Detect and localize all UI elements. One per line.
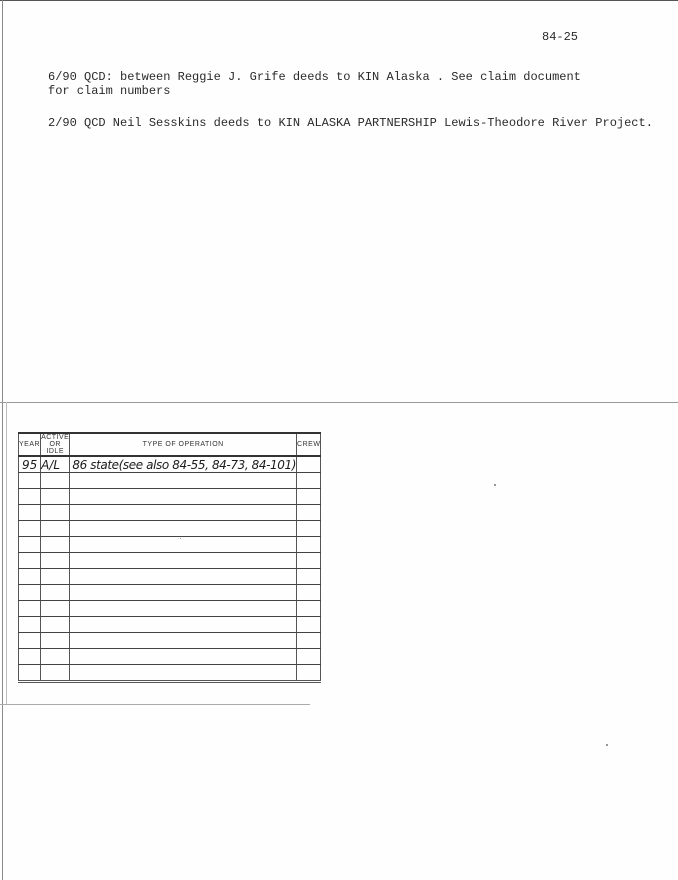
log-row-empty — [19, 585, 321, 601]
log-cell-year — [19, 473, 41, 489]
log-cell-active-or-idle — [41, 473, 70, 489]
log-cell-year — [19, 665, 41, 682]
log-cell-year — [19, 585, 41, 601]
log-cell-crew — [297, 569, 321, 585]
deed-note-1: 6/90 QCD: between Reggie J. Grife deeds to KIN Alaska . See claim document for claim numbers — [48, 70, 581, 98]
log-row-empty — [19, 521, 321, 537]
handwritten-operation: 86 state(see also 84-55, 84-73, 84-101) — [72, 457, 297, 472]
log-row-empty — [19, 617, 321, 633]
log-row-empty — [19, 601, 321, 617]
log-cell-crew — [297, 505, 321, 521]
card-top-edge — [0, 402, 678, 403]
log-cell-active-or-idle — [41, 489, 70, 505]
log-row-empty — [19, 665, 321, 682]
log-cell-year — [19, 569, 41, 585]
log-cell-crew — [297, 665, 321, 682]
deed-note-2: 2/90 QCD Neil Sesskins deeds to KIN ALASKA PARTNERSHIP Lewis-Theodore River Project. — [48, 116, 653, 130]
scan-speck — [494, 484, 496, 486]
log-row-empty — [19, 569, 321, 585]
log-cell-type — [70, 489, 297, 505]
log-cell-type — [70, 521, 297, 537]
handwritten-status: A/L — [41, 457, 60, 472]
log-cell-year — [19, 456, 41, 473]
log-cell-type — [70, 569, 297, 585]
log-cell-crew — [297, 537, 321, 553]
log-cell-year — [19, 601, 41, 617]
log-row-empty — [19, 553, 321, 569]
log-cell-year — [19, 521, 41, 537]
log-cell-active-or-idle — [41, 633, 70, 649]
log-cell-type — [70, 505, 297, 521]
log-cell-crew — [297, 649, 321, 665]
log-cell-type — [70, 553, 297, 569]
log-row-empty — [19, 505, 321, 521]
log-cell-active-or-idle — [41, 601, 70, 617]
log-cell-crew — [297, 456, 321, 473]
log-cell-year — [19, 505, 41, 521]
log-cell-type — [70, 649, 297, 665]
header-year: YEAR — [19, 433, 41, 456]
log-cell-active-or-idle — [41, 617, 70, 633]
log-row-empty — [19, 537, 321, 553]
log-cell-year — [19, 537, 41, 553]
log-cell-year — [19, 649, 41, 665]
log-cell-type — [70, 665, 297, 682]
operations-log-table — [18, 432, 321, 683]
log-cell-type — [70, 601, 297, 617]
log-cell-type — [70, 537, 297, 553]
log-row-empty — [19, 633, 321, 649]
log-body — [19, 456, 321, 682]
scan-speck — [180, 538, 181, 539]
log-cell-crew — [297, 633, 321, 649]
log-cell-type — [70, 617, 297, 633]
card-bottom-edge — [0, 704, 310, 705]
log-cell-crew — [297, 585, 321, 601]
log-cell-crew — [297, 617, 321, 633]
log-row-empty — [19, 473, 321, 489]
log-cell-active-or-idle — [41, 665, 70, 682]
header-active-or-idle: ACTIVE OR IDLE — [41, 434, 70, 455]
log-cell-crew — [297, 521, 321, 537]
log-cell-active-or-idle — [41, 456, 70, 473]
log-cell-year — [19, 633, 41, 649]
handwritten-year: 95 — [22, 457, 38, 472]
log-cell-active-or-idle — [41, 569, 70, 585]
scan-speck — [606, 744, 608, 746]
log-cell-active-or-idle — [41, 649, 70, 665]
log-header-row — [19, 433, 321, 456]
page-number: 84-25 — [542, 30, 579, 44]
log-cell-type — [70, 473, 297, 489]
log-cell-year — [19, 489, 41, 505]
log-cell-active-or-idle — [41, 521, 70, 537]
log-cell-crew — [297, 553, 321, 569]
log-cell-type — [70, 456, 297, 473]
log-row-empty — [19, 489, 321, 505]
log-cell-crew — [297, 601, 321, 617]
header-crew: CREW — [297, 433, 321, 456]
log-cell-active-or-idle — [41, 553, 70, 569]
log-cell-active-or-idle — [41, 537, 70, 553]
page-top-edge — [0, 0, 678, 1]
log-row-empty — [19, 649, 321, 665]
log-cell-year — [19, 617, 41, 633]
log-cell-year — [19, 553, 41, 569]
card-left-edge — [6, 402, 7, 704]
log-cell-type — [70, 585, 297, 601]
log-cell-crew — [297, 473, 321, 489]
log-row — [19, 456, 321, 473]
log-cell-active-or-idle — [41, 505, 70, 521]
page-left-edge — [2, 0, 3, 880]
log-cell-crew — [297, 489, 321, 505]
log-cell-active-or-idle — [41, 585, 70, 601]
log-cell-type — [70, 633, 297, 649]
header-type-of-operation: TYPE OF OPERATION — [70, 433, 297, 456]
